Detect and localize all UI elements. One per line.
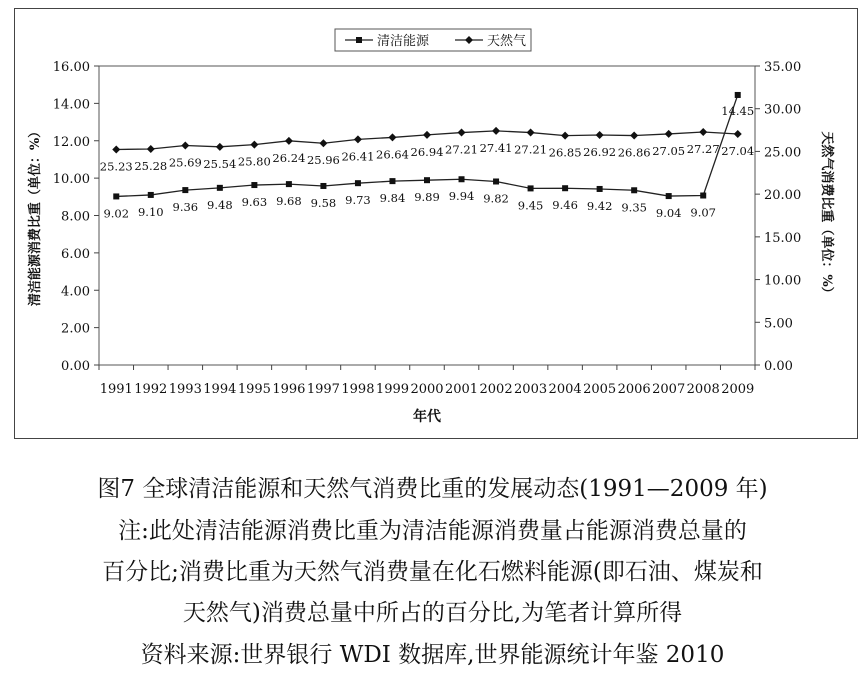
- note-line-3: 天然气)消费总量中所占的百分比,为笔者计算所得: [182, 600, 683, 626]
- source-line: 资料来源:世界银行 WDI 数据库,世界能源统计年鉴 2010: [140, 642, 725, 668]
- y-left-axis-title: 清洁能源消费比重（单位：%）: [28, 124, 43, 307]
- figure-caption: 图7 全球清洁能源和天然气消费比重的发展动态(1991—2009 年): [97, 476, 768, 502]
- series-1-data-label: 9.10: [137, 204, 164, 219]
- note-line-1: 注:此处清洁能源消费比重为清洁能源消费量占能源消费总量的: [118, 518, 747, 544]
- series-2-data-label: 25.23: [99, 159, 133, 174]
- y-right-tick-label: 35.00: [764, 60, 802, 75]
- legend-label-2: 天然气: [487, 34, 527, 49]
- y-right-axis-title: 天然气消费比重（单位：%）: [819, 131, 834, 300]
- series-2-point: [423, 131, 431, 139]
- y-right-tick-label: 10.00: [764, 273, 802, 289]
- series-2-point: [181, 142, 189, 150]
- series-2-data-label: 27.21: [445, 142, 478, 157]
- series-2-data-label: 26.86: [617, 145, 651, 160]
- chart-svg: [15, 9, 857, 438]
- series-1-data-label: 9.94: [448, 189, 475, 204]
- x-tick-label: 2009: [721, 382, 755, 397]
- x-tick-label: 2002: [479, 382, 513, 397]
- x-tick-label: 2006: [617, 382, 651, 397]
- x-tick-label: 1994: [203, 382, 237, 397]
- series-1-data-label: 9.48: [207, 197, 233, 212]
- series-2-data-label: 25.80: [237, 154, 271, 169]
- series-1-data-label: 9.35: [621, 200, 647, 215]
- series-1-point: [666, 193, 672, 199]
- legend-marker-1: [356, 37, 362, 43]
- series-2-point: [596, 131, 604, 139]
- x-tick-label: 1997: [306, 382, 340, 397]
- series-2-data-label: 27.21: [514, 142, 548, 157]
- series-2-point: [561, 132, 569, 140]
- series-1-data-label: 9.73: [345, 193, 371, 208]
- x-tick-label: 1992: [134, 382, 168, 397]
- series-2-data-label: 27.27: [686, 142, 720, 157]
- series-2-point: [630, 132, 638, 140]
- series-1-point: [424, 177, 430, 183]
- series-2-point: [734, 130, 742, 138]
- x-tick-label: 1995: [237, 382, 271, 397]
- series-1-point: [113, 193, 119, 199]
- series-2-point: [147, 145, 155, 153]
- series-1-data-label: 9.84: [379, 191, 406, 206]
- series-2-data-label: 27.05: [652, 143, 686, 158]
- series-2-point: [458, 129, 466, 137]
- series-1-point: [355, 180, 361, 186]
- y-left-tick-label: 12.00: [52, 134, 90, 150]
- y-left-tick-label: 10.00: [52, 172, 90, 188]
- series-1-data-label: 9.45: [517, 198, 544, 213]
- series-2-data-label: 25.69: [168, 155, 202, 170]
- series-1-point: [735, 92, 741, 98]
- series-2-point: [216, 143, 224, 151]
- x-tick-label: 2008: [686, 382, 720, 397]
- series-1-point: [597, 186, 603, 192]
- series-1-point: [286, 181, 292, 187]
- series-1-point: [528, 185, 534, 191]
- series-1-point: [251, 182, 257, 188]
- series-2-point: [388, 133, 396, 141]
- x-tick-label: 1993: [168, 382, 202, 397]
- series-1-data-label: 9.04: [655, 206, 682, 221]
- note-line-2: 百分比;消费比重为天然气消费量在化石燃料能源(即石油、煤炭和: [102, 559, 763, 585]
- series-2-data-label: 25.96: [306, 153, 340, 168]
- series-1-point: [389, 178, 395, 184]
- series-2-data-label: 26.64: [376, 147, 409, 162]
- y-right-tick-label: 15.00: [764, 230, 802, 246]
- series-1-data-label: 9.82: [483, 191, 509, 206]
- series-1-point: [217, 185, 223, 191]
- legend-label-1: 清洁能源: [377, 34, 430, 49]
- series-2-data-label: 27.41: [479, 140, 513, 155]
- chart-frame: [14, 8, 858, 439]
- series-1-data-label: 14.45: [721, 103, 755, 118]
- y-left-tick-label: 0.00: [61, 359, 90, 374]
- y-right-tick-label: 30.00: [764, 102, 802, 118]
- y-right-tick-label: 20.00: [764, 188, 802, 204]
- series-1-data-label: 9.68: [276, 194, 302, 209]
- series-2-data-label: 25.28: [134, 159, 168, 174]
- x-tick-label: 2000: [410, 382, 444, 397]
- series-2-point: [492, 127, 500, 135]
- series-2-data-label: 26.85: [548, 145, 582, 160]
- series-2-data-label: 26.41: [341, 149, 375, 164]
- series-2-point: [665, 130, 673, 138]
- series-1-point: [182, 187, 188, 193]
- x-tick-label: 1991: [99, 382, 133, 397]
- series-1-point: [148, 192, 154, 198]
- series-2-data-label: 26.92: [583, 145, 617, 160]
- series-2-data-label: 27.04: [721, 144, 755, 159]
- series-1-data-label: 9.89: [414, 190, 440, 205]
- y-left-tick-label: 4.00: [61, 284, 90, 300]
- y-left-tick-label: 2.00: [61, 321, 90, 337]
- series-2-point: [699, 128, 707, 136]
- x-axis-title: 年代: [413, 409, 441, 425]
- series-2-data-label: 26.24: [272, 150, 306, 165]
- y-left-tick-label: 8.00: [61, 209, 90, 225]
- series-2-data-label: 25.54: [203, 156, 237, 171]
- series-2-point: [112, 145, 120, 153]
- series-1-data-label: 9.36: [172, 200, 199, 215]
- series-1-point: [631, 187, 637, 193]
- series-1-data-label: 9.58: [310, 195, 337, 210]
- y-left-tick-label: 6.00: [61, 246, 90, 262]
- series-1-point: [562, 185, 568, 191]
- y-left-tick-label: 16.00: [52, 60, 90, 75]
- series-1-point: [320, 183, 326, 189]
- series-1-data-label: 9.46: [552, 198, 578, 213]
- x-tick-label: 2007: [652, 382, 686, 397]
- y-right-tick-label: 0.00: [764, 359, 793, 374]
- series-1-point: [493, 178, 499, 184]
- series-1-data-label: 9.42: [586, 198, 613, 213]
- series-2-point: [285, 137, 293, 145]
- y-left-tick-label: 14.00: [52, 97, 90, 113]
- series-1-data-label: 9.63: [241, 195, 268, 210]
- x-tick-label: 2001: [444, 382, 479, 397]
- x-tick-label: 2004: [548, 382, 582, 397]
- series-1-data-label: 9.07: [690, 205, 717, 220]
- x-tick-label: 1999: [375, 382, 410, 397]
- series-2-point: [250, 141, 258, 149]
- x-tick-label: 2005: [583, 382, 617, 397]
- series-2-point: [527, 129, 535, 137]
- series-2-point: [354, 135, 362, 143]
- y-right-tick-label: 25.00: [764, 145, 802, 161]
- x-tick-label: 2003: [514, 382, 548, 397]
- x-tick-label: 1996: [272, 382, 306, 397]
- series-2-point: [319, 139, 327, 147]
- x-tick-label: 1998: [341, 382, 375, 397]
- series-1-point: [700, 193, 706, 199]
- series-2-data-label: 26.94: [410, 144, 444, 159]
- series-1-point: [459, 176, 465, 182]
- series-1-data-label: 9.02: [103, 206, 130, 221]
- y-right-tick-label: 5.00: [764, 316, 793, 332]
